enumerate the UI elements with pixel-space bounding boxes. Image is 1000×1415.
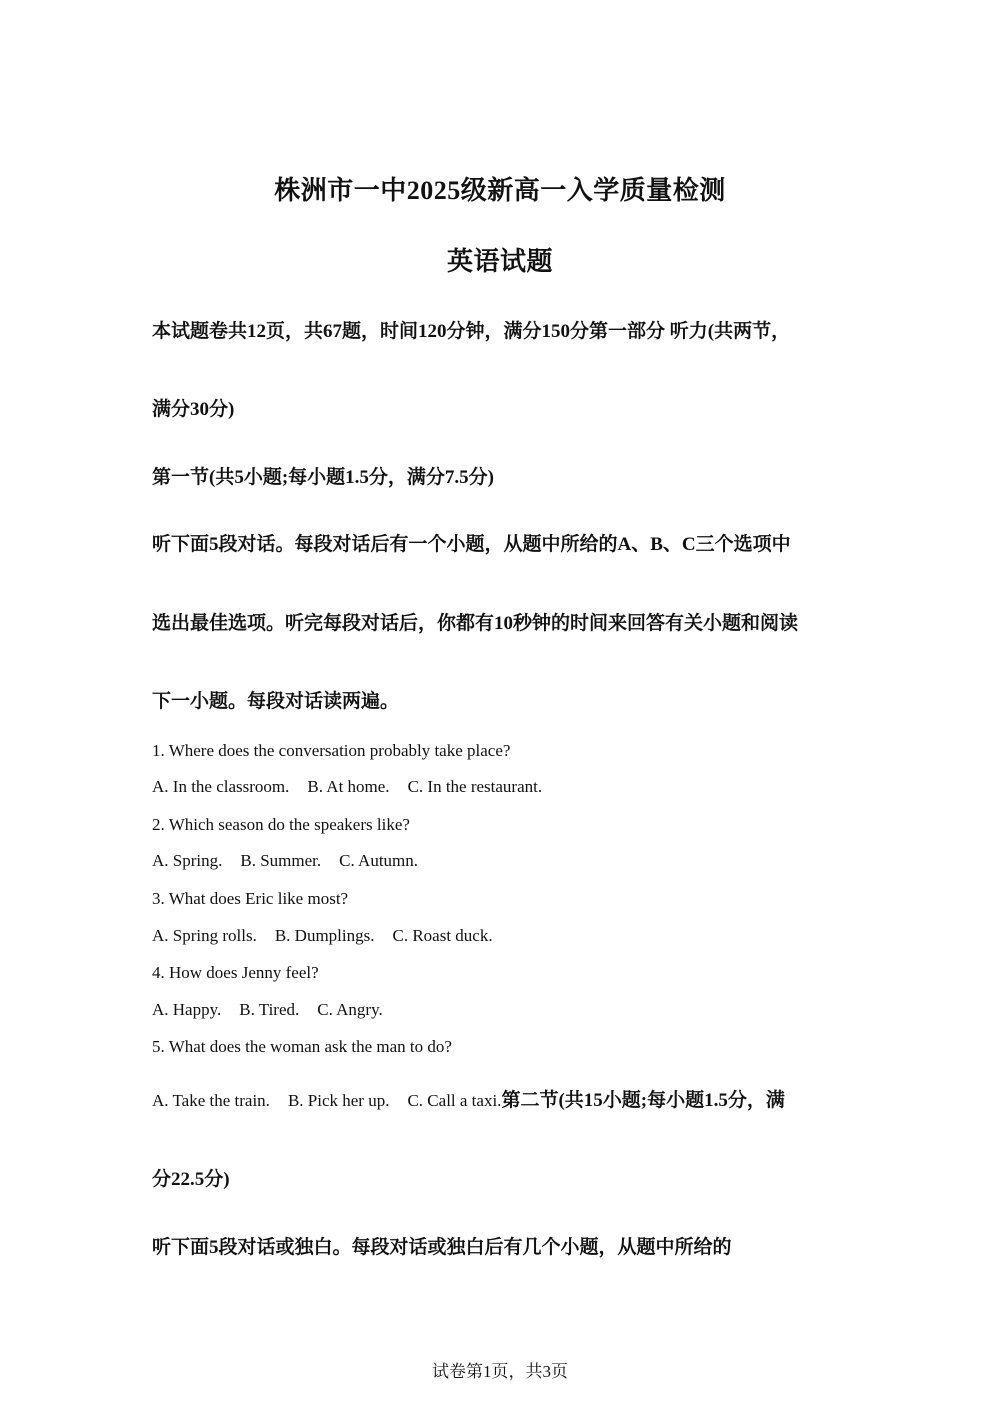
question-1: 1. Where does the conversation probably take place?	[152, 741, 511, 760]
option-b: B. Tired.	[239, 1000, 300, 1019]
question-5: 5. What does the woman ask the man to do?	[152, 1037, 452, 1056]
option-b: B. Dumplings.	[274, 926, 375, 945]
section2-heading-continued: 分22.5分)	[152, 1169, 230, 1190]
option-a: A. In the classroom.	[152, 777, 290, 796]
question-5-options	[152, 1085, 862, 1112]
option-c: C. Call a taxi.	[407, 1091, 502, 1110]
option-b: B. At home.	[307, 777, 390, 796]
option-a: A. Take the train.	[152, 1091, 270, 1110]
option-c: C. Autumn.	[339, 851, 419, 870]
option-a: A. Spring rolls.	[152, 926, 257, 945]
section2-instructions: 听下面5段对话或独白。每段对话或独白后有几个小题，从题中所给的	[152, 1237, 732, 1258]
section1-instruction-line: 选出最佳选项。听完每段对话后，你都有10秒钟的时间来回答有关小题和阅读	[152, 613, 799, 634]
page-footer: 试卷第1页，共3页	[432, 1362, 568, 1381]
section1-instruction-line: 下一小题。每段对话读两遍。	[152, 691, 400, 712]
option-c: C. Angry.	[317, 1000, 383, 1019]
question-1-options	[152, 777, 862, 797]
option-a: A. Happy.	[152, 1000, 222, 1019]
question-2-options	[152, 851, 862, 871]
question-4-options	[152, 1000, 862, 1020]
page-subtitle: 英语试题	[446, 247, 553, 276]
option-c: C. In the restaurant.	[407, 777, 543, 796]
section1-instruction-line: 听下面5段对话。每段对话后有一个小题，从题中所给的A、B、C三个选项中	[152, 534, 791, 555]
section2-heading: 第二节(共15小题;每小题1.5分，满	[501, 1090, 785, 1111]
intro-line-2: 满分30分)	[152, 399, 235, 420]
page-title: 株洲市一中2025级新高一入学质量检测	[274, 176, 726, 205]
section1-heading: 第一节(共5小题;每小题1.5分，满分7.5分)	[152, 467, 494, 488]
intro-line-1: 本试题卷共12页，共67题，时间120分钟，满分150分第一部分 听力(共两节，	[152, 321, 791, 342]
option-c: C. Roast duck.	[392, 926, 493, 945]
question-3: 3. What does Eric like most?	[152, 889, 349, 908]
question-2: 2. Which season do the speakers like?	[152, 815, 410, 834]
option-a: A. Spring.	[152, 851, 223, 870]
option-b: B. Summer.	[240, 851, 322, 870]
option-b: B. Pick her up.	[287, 1091, 390, 1110]
question-4: 4. How does Jenny feel?	[152, 963, 319, 982]
question-3-options	[152, 926, 862, 946]
